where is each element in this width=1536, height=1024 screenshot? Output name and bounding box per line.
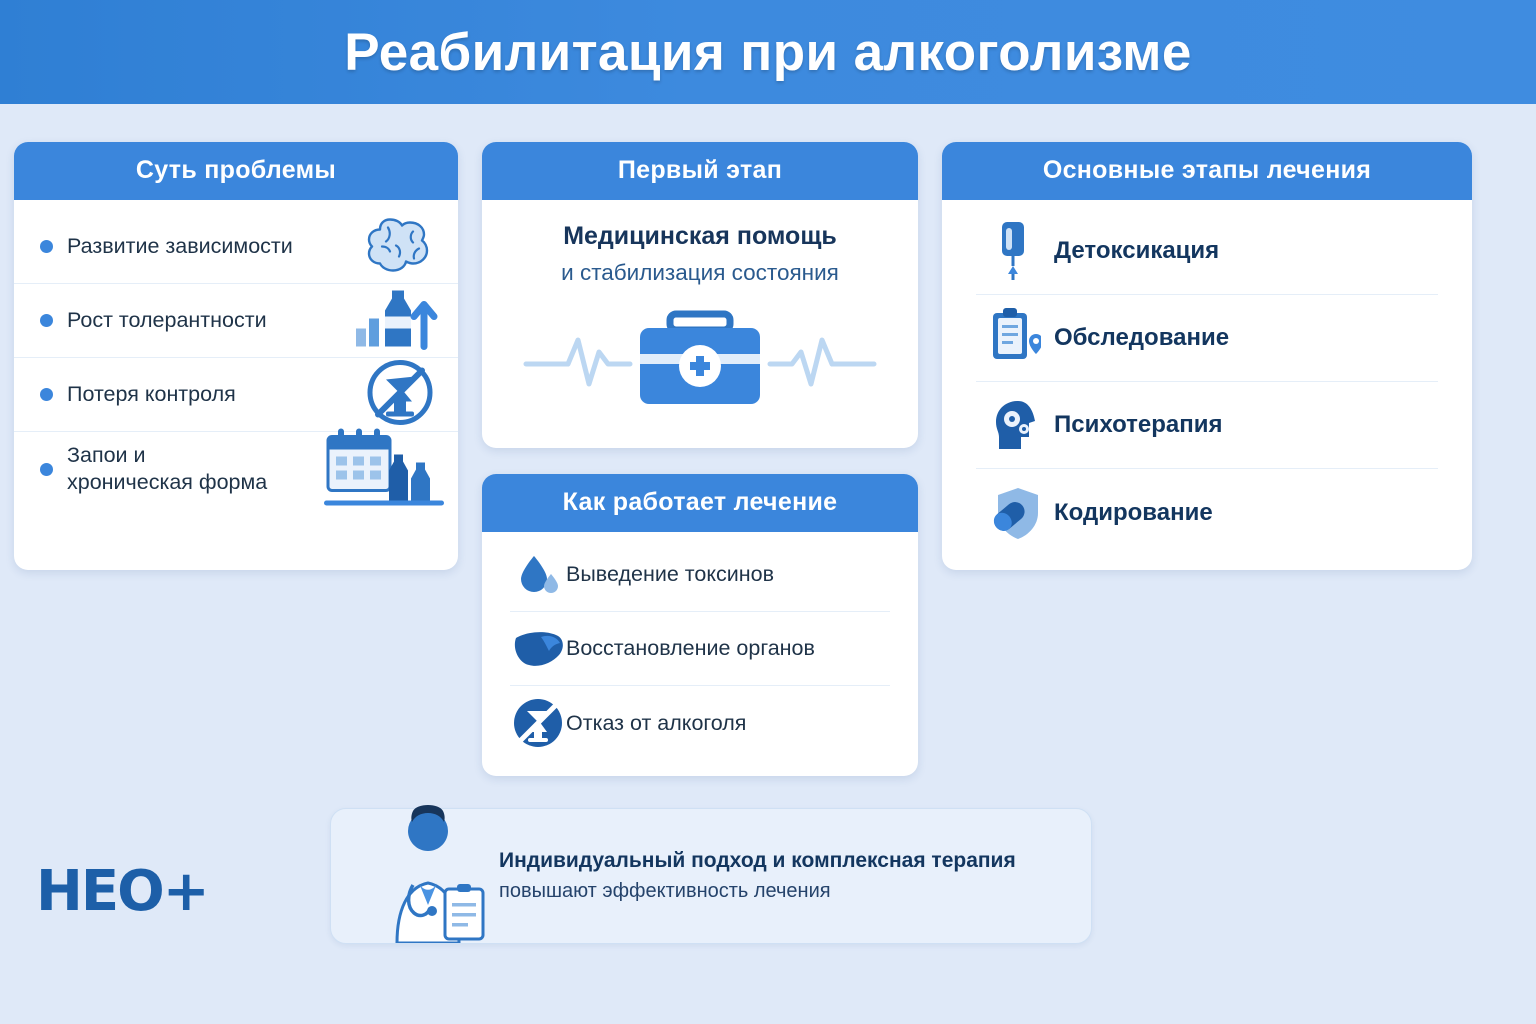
list-item-label: Рост толерантности xyxy=(67,308,267,333)
no-drink-circle-icon xyxy=(510,696,566,750)
first-stage-line1: Медицинская помощь xyxy=(563,222,837,250)
list-item-label: Обследование xyxy=(1054,324,1230,351)
logo xyxy=(36,856,256,926)
card-first-stage-body xyxy=(482,200,918,446)
list-item xyxy=(510,686,890,760)
list-item xyxy=(14,284,458,358)
card-problem-title: Суть проблемы xyxy=(14,142,458,200)
card-treatment-stages-title: Основные этапы лечения xyxy=(942,142,1472,200)
card-treatment-stages-body xyxy=(942,200,1472,556)
card-problem xyxy=(14,142,458,570)
list-item-label: Отказ от алкоголя xyxy=(566,710,747,735)
list-item xyxy=(976,382,1438,469)
page-title: Реабилитация при алкоголизме xyxy=(344,22,1192,82)
first-aid-illustration xyxy=(502,292,898,412)
card-first-stage-title: Первый этап xyxy=(482,142,918,200)
card-problem-body xyxy=(14,200,458,570)
brain-icon xyxy=(360,213,444,280)
doctor-clipboard-icon xyxy=(353,793,503,943)
list-item xyxy=(510,538,890,612)
card-how-it-works-title: Как работает лечение xyxy=(482,474,918,532)
logo-text: НЕО+ xyxy=(36,858,208,924)
bullet-dot-icon xyxy=(40,314,53,327)
first-aid-kit-icon xyxy=(520,292,880,412)
list-item-label: Детоксикация xyxy=(1054,237,1220,264)
list-item-label: Развитие зависимости xyxy=(67,234,293,259)
liver-icon xyxy=(510,629,566,669)
card-first-stage xyxy=(482,142,918,448)
list-item xyxy=(14,432,458,506)
list-item-label: Кодирование xyxy=(1054,498,1213,526)
footer-note-text xyxy=(499,849,1016,903)
clipboard-checklist-icon xyxy=(976,307,1054,369)
calendar-bottles-icon xyxy=(324,421,444,518)
list-item-label: Выведение токсинов xyxy=(566,562,774,586)
card-treatment-stages xyxy=(942,142,1472,570)
list-item xyxy=(976,295,1438,382)
water-drop-icon xyxy=(510,552,566,598)
bullet-dot-icon xyxy=(40,463,53,476)
iv-drip-icon xyxy=(976,220,1054,282)
page-header xyxy=(0,0,1536,104)
list-item-label: Потеря контроля xyxy=(67,382,236,407)
card-how-it-works-body xyxy=(482,532,918,760)
card-how-it-works xyxy=(482,474,918,776)
list-item-label: Психотерапия xyxy=(1054,411,1223,438)
head-gears-icon xyxy=(976,397,1054,453)
footer-note xyxy=(330,808,1092,944)
bullet-dot-icon xyxy=(40,388,53,401)
list-item xyxy=(510,612,890,686)
list-item-label: Восстановление органов xyxy=(566,636,815,660)
bottle-chart-arrow-icon xyxy=(352,282,444,359)
list-item xyxy=(14,210,458,284)
first-stage-line2: и стабилизация состояния xyxy=(561,260,839,285)
footer-note-strong: Индивидуальный подход и комплексная терапия xyxy=(499,849,1016,872)
bullet-dot-icon xyxy=(40,240,53,253)
list-item xyxy=(976,208,1438,295)
footer-note-sub: повышают эффективность лечения xyxy=(499,880,831,902)
pill-shield-icon xyxy=(976,485,1054,541)
list-item xyxy=(976,469,1438,556)
list-item-label: Запои и хроническая форма xyxy=(67,443,268,494)
